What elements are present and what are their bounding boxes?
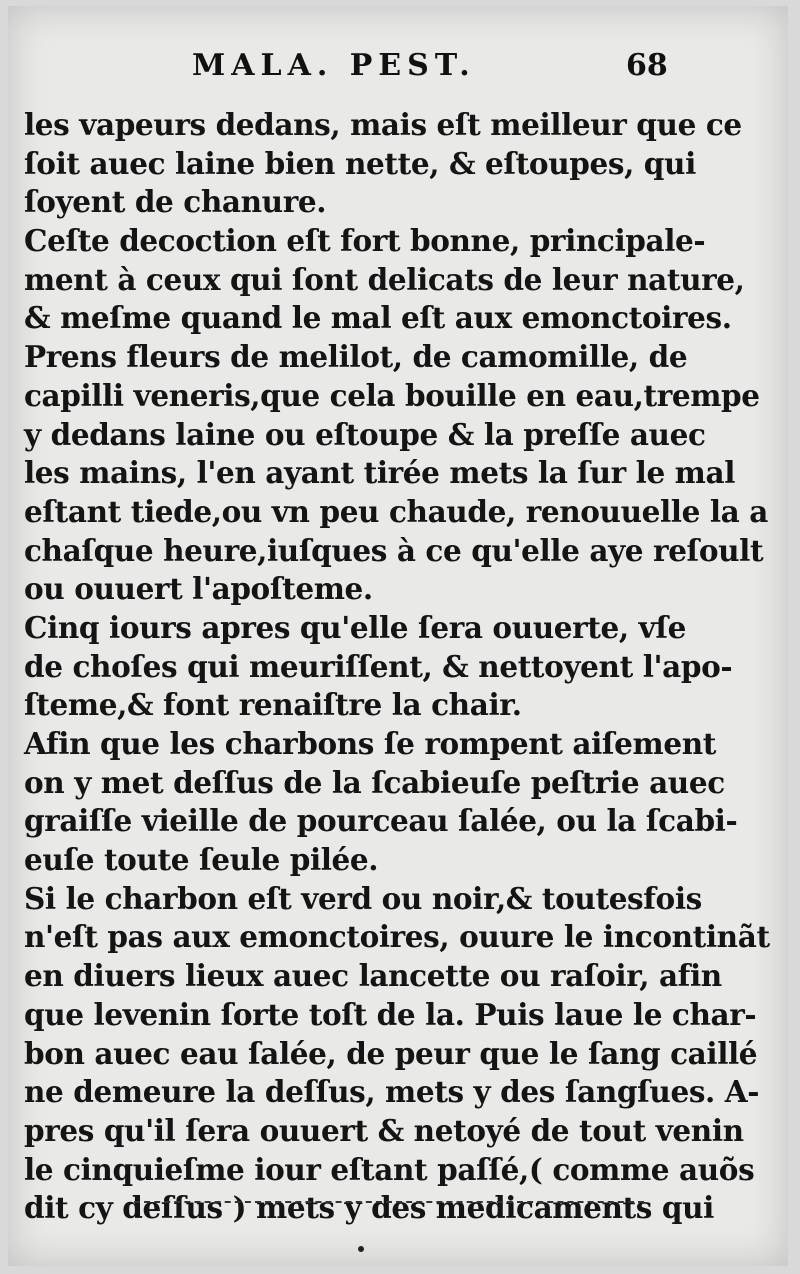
text-line: n'eſt pas aux emonctoires, ouure le incontinãt — [24, 919, 770, 955]
text-line: & meſme quand le mal eſt aux emonctoires. — [24, 300, 732, 336]
printer-mark — [358, 1246, 364, 1252]
running-title: MALA. PEST. — [192, 48, 476, 83]
text-line: pres qu'il ſera ouuert & netoyé de tout venin — [24, 1112, 744, 1148]
text-line: ou ouuert l'apoſteme. — [24, 571, 373, 607]
text-line: chaſque heure,iuſques à ce qu'elle aye reſoult — [24, 532, 764, 568]
text-line: y dedans laine ou eſtoupe & la preſſe auec — [24, 416, 706, 452]
page-number: 68 — [626, 48, 668, 83]
text-line: graiſſe vieille de pourceau ſalée, ou la ſcabi- — [24, 803, 738, 839]
text-line: les mains, l'en ayant tirée mets la ſur le mal — [24, 455, 736, 491]
text-line: Prens fleurs de melilot, de camomille, de — [24, 339, 688, 375]
text-line: bon auec eau ſalée, de peur que le ſang caillé — [24, 1035, 758, 1071]
text-line: on y met deſſus de la ſcabieuſe peſtrie auec — [24, 764, 725, 800]
text-line: Ceſte decoction eſt fort bonne, principale- — [24, 223, 706, 259]
text-line: ſoyent de chanure. — [24, 184, 327, 220]
text-line: Cinq iours apres qu'elle ſera ouuerte, vſe — [24, 609, 687, 645]
text-line: ment à ceux qui ſont delicats de leur nature, — [24, 261, 745, 297]
bottom-rule — [134, 1201, 644, 1205]
text-line: le cinquieſme iour eſtant paſſé,( comme auõs — [24, 1151, 755, 1187]
text-line: capilli veneris,que cela bouille en eau,trempe — [24, 377, 760, 413]
text-line: ſoit auec laine bien nette, & eſtoupes, qui — [24, 145, 696, 181]
text-line: Afin que les charbons ſe rompent aiſement — [24, 726, 716, 761]
text-line: Si le charbon eſt verd ou noir,& toutesfois — [24, 880, 702, 916]
text-line: en diuers lieux auec lancette ou raſoir, afin — [24, 958, 722, 994]
text-line: que levenin ſorte toſt de la. Puis laue le char- — [24, 996, 757, 1032]
text-line: dit cy deſſus ) mets y des medicaments qui — [24, 1190, 714, 1226]
text-line: ſteme,& font renaiſtre la chair. — [24, 687, 522, 723]
book-page — [8, 6, 788, 1266]
text-line: les vapeurs dedans, mais eſt meilleur que ce — [24, 107, 742, 142]
text-line: euſe toute ſeule pilée. — [24, 842, 379, 878]
page-header — [8, 48, 788, 88]
text-line: eſtant tiede,ou vn peu chaude, renouuelle la a — [24, 493, 768, 529]
body-text — [24, 106, 770, 1228]
text-line: de choſes qui meuriſſent, & nettoyent l'apo- — [24, 648, 733, 684]
text-line: ne demeure la deſſus, mets y des ſangſues. A- — [24, 1074, 760, 1110]
